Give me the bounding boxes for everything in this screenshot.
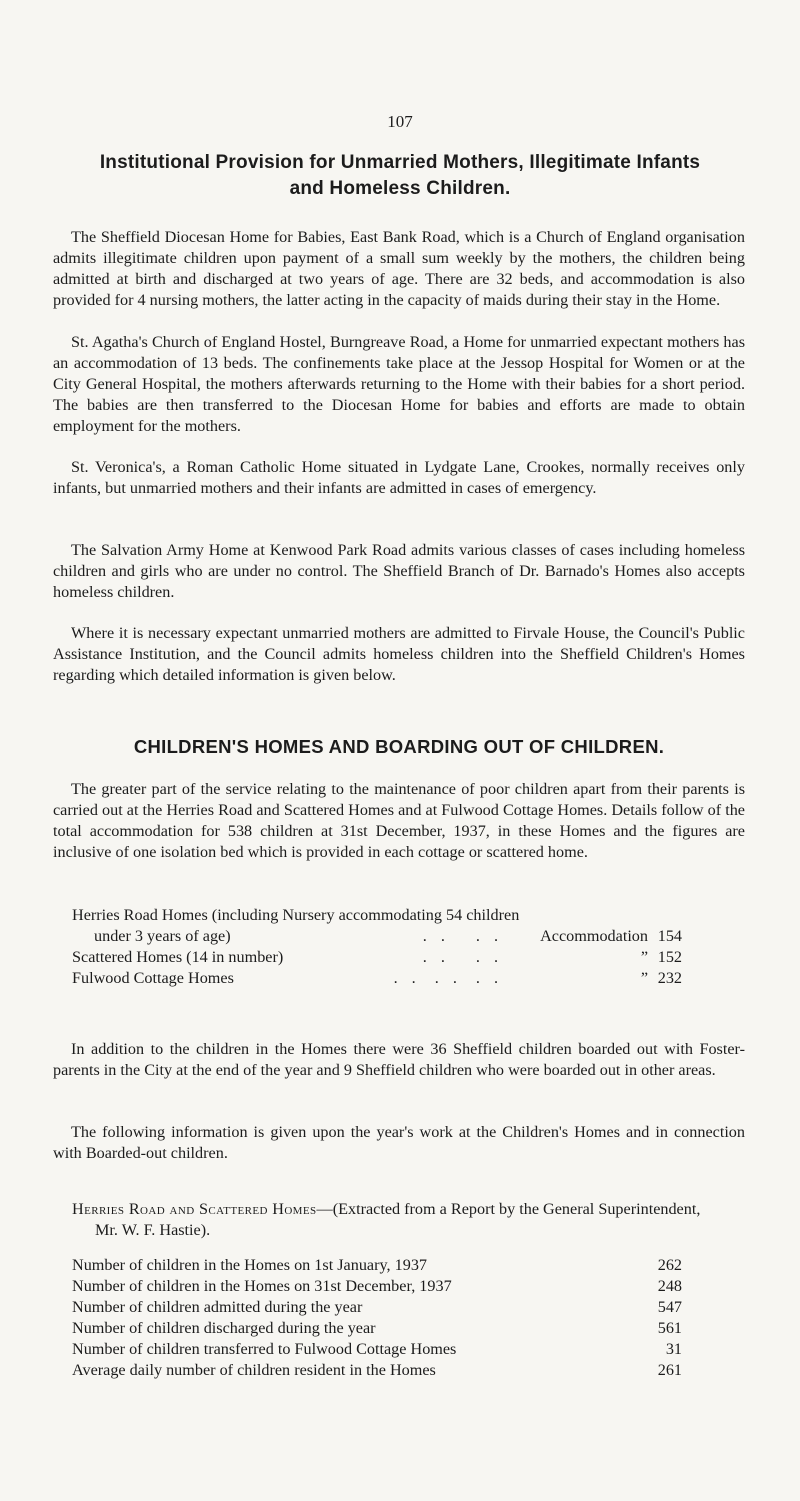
- accommodation-label: Herries Road Homes (including Nursery accommodating 54 children: [72, 906, 520, 924]
- statistic-row: [72, 1276, 682, 1297]
- statistic-label: Average daily number of children resident in the Homes: [72, 1361, 436, 1379]
- statistic-row: [72, 1297, 682, 1318]
- accommodation-label: under 3 years of age): [94, 927, 231, 945]
- accommodation-value: 232: [657, 969, 682, 987]
- report-heading-smallcaps: Herries Road and Scattered Homes: [72, 1200, 317, 1218]
- accommodation-label: Fulwood Cottage Homes: [72, 969, 234, 987]
- ditto-mark: ”: [640, 948, 648, 966]
- statistic-label: Number of children transferred to Fulwood Cottage Homes: [72, 1340, 457, 1358]
- statistic-value: 261: [657, 1361, 682, 1379]
- statistic-row: [72, 1360, 682, 1381]
- statistic-label: Number of children discharged during the year: [72, 1319, 376, 1337]
- report-heading: [72, 1199, 715, 1241]
- statistic-label: Number of children in the Homes on 1st January, 1937: [72, 1256, 428, 1274]
- leader-dots: . .: [434, 969, 462, 987]
- accommodation-value: 152: [657, 948, 682, 966]
- leader-dots: . .: [422, 927, 450, 945]
- statistic-label: Number of children in the Homes on 31st December, 1937: [72, 1277, 452, 1295]
- accommodation-row: [72, 926, 682, 947]
- paragraph-diocesan-home: The Sheffield Diocesan Home for Babies, East Bank Road, which is a Church of England organisation admits illegitimate children upon payment of a small sum weekly by the mothers, the children being admitted at birth and discharged at two years of age. There are 32 beds, and accommodation is also provided for 4 nursing mothers, the latter acting in the capacity of maids during their stay in the Home.: [53, 228, 745, 309]
- accommodation-word: Accommodation: [540, 927, 648, 945]
- accommodation-table: [72, 905, 682, 989]
- accommodation-row: [72, 905, 682, 926]
- paragraph-boarded-out: In addition to the children in the Homes there were 36 Sheffield children boarded out with Foster-parents in the City at the end of the year and 9 Sheffield children who were boarded out in other areas.: [53, 1040, 745, 1079]
- statistic-row: [72, 1339, 682, 1360]
- accommodation-row: [72, 968, 682, 989]
- leader-dots: . .: [393, 969, 421, 987]
- page-title: Institutional Provision for Unmarried Mothers, Illegitimate Infants and Homeless Children.: [99, 152, 701, 199]
- paragraph-following-info: The following information is given upon the year's work at the Children's Homes and in connection with Boarded-out children.: [53, 1123, 745, 1162]
- accommodation-row: [72, 947, 682, 968]
- statistic-row: [72, 1255, 682, 1276]
- statistic-value: 31: [665, 1340, 682, 1358]
- paragraph-childrens-homes: The greater part of the service relating to the maintenance of poor children apart from their parents is carried out at the Herries Road and Scattered Homes and at Fulwood Cottage Homes. Details follow of the total accommodation for 538 children at 31st December, 1937, in these Homes and the figures are inclusive of one isolation bed which is provided in each cottage or scattered home.: [53, 780, 745, 861]
- ditto-mark: ”: [640, 969, 648, 987]
- statistic-value: 248: [657, 1277, 682, 1295]
- statistic-label: Number of children admitted during the year: [72, 1298, 363, 1316]
- accommodation-label: Scattered Homes (14 in number): [72, 948, 284, 966]
- leader-dots: . .: [475, 948, 503, 966]
- page-number: 107: [387, 112, 413, 131]
- statistics-table: [72, 1255, 682, 1381]
- statistic-value: 547: [657, 1298, 682, 1316]
- statistic-row: [72, 1318, 682, 1339]
- accommodation-value: 154: [657, 927, 682, 945]
- statistic-value: 561: [657, 1319, 682, 1337]
- leader-dots: . .: [475, 969, 503, 987]
- leader-dots: . .: [475, 927, 503, 945]
- paragraph-salvation-army: The Salvation Army Home at Kenwood Park Road admits various classes of cases including homeless children and girls who are under no control. The Sheffield Branch of Dr. Barnado's Homes also accepts homeless children.: [53, 541, 745, 601]
- report-heading-rest: —(Extracted from a Report by the General Superintendent, Mr. W. F. Hastie).: [95, 1200, 701, 1239]
- paragraph-firvale-house: Where it is necessary expectant unmarried mothers are admitted to Firvale House, the Council's Public Assistance Institution, and the Council admits homeless children into the Sheffield Children's Homes regarding which detailed information is given below.: [53, 624, 745, 684]
- statistic-value: 262: [657, 1256, 682, 1274]
- paragraph-st-agathas: St. Agatha's Church of England Hostel, Burngreave Road, a Home for unmarried expectant mothers has an accommodation of 13 beds. The confinements take place at the Jessop Hospital for Women or at the City General Hospital, the mothers afterwards returning to the Home with their babies for a short period. The babies are then transferred to the Diocesan Home for babies and efforts are made to obtain employment for the mothers.: [53, 333, 745, 435]
- section-heading: CHILDREN'S HOMES AND BOARDING OUT OF CHILDREN.: [133, 736, 665, 757]
- leader-dots: . .: [422, 948, 450, 966]
- paragraph-st-veronicas: St. Veronica's, a Roman Catholic Home situated in Lydgate Lane, Crookes, normally receives only infants, but unmarried mothers and their infants are admitted in cases of emergency.: [53, 458, 745, 497]
